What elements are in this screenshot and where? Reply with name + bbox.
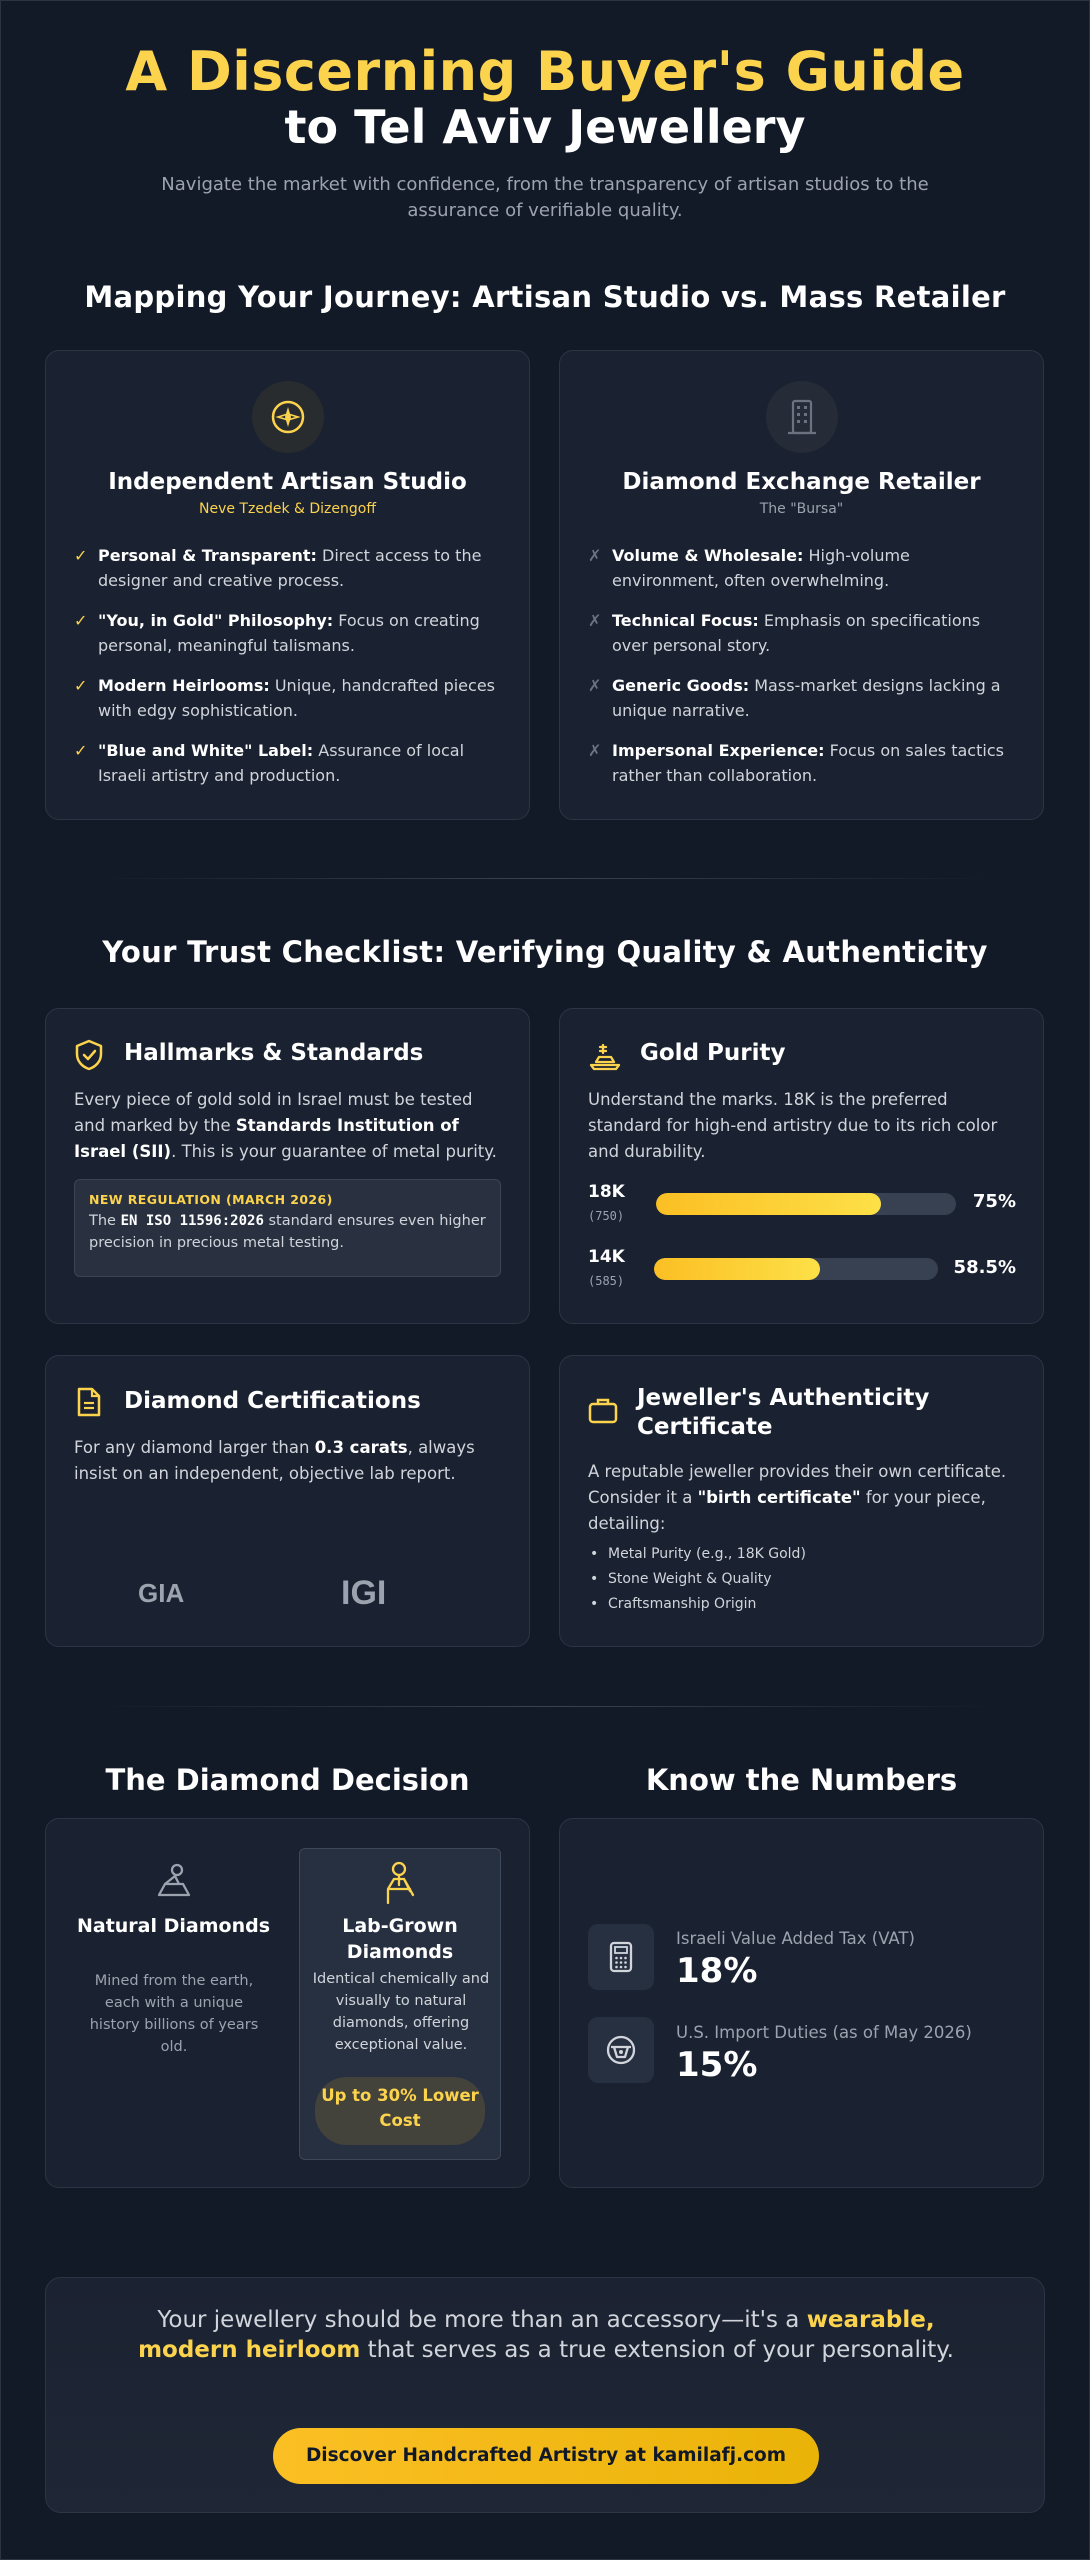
briefcase-icon	[588, 1396, 618, 1428]
cert-details-list	[588, 1542, 1015, 1617]
cta-card	[45, 2277, 1045, 2513]
gold-purity-title: Gold Purity	[640, 1040, 786, 1066]
check-icon: ✓	[74, 741, 88, 760]
trust-section-title: Your Trust Checklist: Verifying Quality & Authenticity	[102, 935, 988, 969]
notice-text: The EN ISO 11596:2026 standard ensures even higher precision in precious metal testing.	[89, 1213, 486, 1251]
cross-icon: ✗	[588, 546, 602, 565]
page-title: A Discerning Buyer's Guide	[125, 40, 965, 103]
hallmarks-text: Every piece of gold sold in Israel must be tested and marked by the Standards Institution of Israel (SII). This is your guarantee of metal purity.	[74, 1090, 497, 1161]
list-item: ✓ "You, in Gold" Philosophy: Focus on creating personal, meaningful talismans.	[74, 608, 501, 658]
document-icon	[76, 1386, 102, 1422]
section-divider	[95, 878, 995, 879]
list-item: • Stone Weight & Quality	[588, 1567, 1015, 1592]
list-item: ✓ Personal & Transparent: Direct access to the designer and creative process.	[74, 543, 501, 593]
gia-logo: GIA	[138, 1578, 185, 1608]
page-title-line2: to Tel Aviv Jewellery	[284, 100, 806, 154]
artisan-benefits-list	[74, 543, 501, 803]
list-item: ✗ Volume & Wholesale: High-volume environment, often overwhelming.	[588, 543, 1015, 593]
hallmarks-card	[45, 1008, 530, 1324]
list-item: ✓ "Blue and White" Label: Assurance of local Israeli artistry and production.	[74, 738, 501, 788]
section-divider	[95, 1706, 995, 1707]
karat-code: (585)	[588, 1274, 625, 1288]
artisan-card-title: Independent Artisan Studio	[108, 469, 467, 495]
import-duty-value: 15%	[676, 2045, 758, 2085]
check-icon: ✓	[74, 676, 88, 695]
diamond-decision-card	[45, 1818, 530, 2188]
notice-title: NEW REGULATION (MARCH 2026)	[89, 1192, 333, 1207]
list-item: ✗ Technical Focus: Emphasis on specifications over personal story.	[588, 608, 1015, 658]
shield-check-icon	[74, 1039, 104, 1075]
lab-grown-title: Lab-Grown Diamonds	[342, 1915, 458, 1963]
numbers-card	[559, 1818, 1044, 2188]
journey-section-title: Mapping Your Journey: Artisan Studio vs. Mass Retailer	[84, 280, 1006, 314]
list-item: ✓ Modern Heirlooms: Unique, handcrafted pieces with edgy sophistication.	[74, 673, 501, 723]
authenticity-cert-card	[559, 1355, 1044, 1647]
purity-fill	[654, 1258, 820, 1280]
retailer-card	[559, 350, 1044, 820]
karat-label: 14K	[588, 1247, 625, 1267]
cross-icon: ✗	[588, 676, 602, 695]
retailer-card-subtitle: The "Bursa"	[759, 501, 844, 517]
vat-label: Israeli Value Added Tax (VAT)	[676, 1929, 915, 1948]
vat-value: 18%	[676, 1951, 758, 1991]
igi-logo: IGI	[341, 1574, 387, 1612]
diamond-cert-card	[45, 1355, 530, 1647]
cta-text: Your jewellery should be more than an accessory—it's a wearable, modern heirloom that serves as a true extension of your personality.	[138, 2307, 954, 2363]
natural-diamond-panel	[66, 1849, 281, 2159]
import-duty-label: U.S. Import Duties (as of May 2026)	[676, 2023, 972, 2042]
check-icon: ✓	[74, 611, 88, 630]
purity-percent: 58.5%	[953, 1257, 1016, 1278]
list-item: ✗ Generic Goods: Mass-market designs lacking a unique narrative.	[588, 673, 1015, 723]
discover-artistry-button[interactable]: Discover Handcrafted Artistry at kamilafj.com	[273, 2428, 819, 2484]
purity-bar-14k	[654, 1258, 938, 1280]
natural-diamond-title: Natural Diamonds	[76, 1915, 271, 1937]
customs-icon	[588, 2017, 654, 2083]
authenticity-cert-title: Jeweller's Authenticity Certificate	[637, 1385, 930, 1440]
lab-grown-text: Identical chemically and visually to natural diamonds, offering exceptional value.	[312, 1971, 490, 2053]
numbers-section-title: Know the Numbers	[645, 1763, 958, 1797]
compass-icon	[252, 381, 324, 453]
regulation-notice	[74, 1179, 501, 1277]
scientist-icon	[380, 1861, 418, 1909]
authenticity-cert-text: A reputable jeweller provides their own certificate. Consider it a "birth certificate" for your piece, detailing:	[588, 1462, 1007, 1533]
artisan-card-subtitle: Neve Tzedek & Dizengoff	[199, 501, 376, 517]
gold-bars-icon	[588, 1041, 622, 1075]
lab-grown-panel	[299, 1848, 501, 2160]
list-item: • Metal Purity (e.g., 18K Gold)	[588, 1542, 1015, 1567]
hallmarks-title: Hallmarks & Standards	[124, 1040, 424, 1066]
cross-icon: ✗	[588, 611, 602, 630]
karat-code: (750)	[588, 1209, 625, 1223]
gold-purity-text: Understand the marks. 18K is the preferred standard for high-end artistry due to its rich color and durability.	[588, 1090, 998, 1161]
cross-icon: ✗	[588, 741, 602, 760]
purity-bar-18k	[656, 1193, 956, 1215]
decision-section-title: The Diamond Decision	[105, 1763, 470, 1797]
page-subtitle: Navigate the market with confidence, from the transparency of artisan studios to the assurance of verifiable quality.	[161, 174, 929, 221]
gold-purity-card	[559, 1008, 1044, 1324]
purity-percent: 75%	[972, 1191, 1016, 1212]
cost-badge: Up to 30% Lower Cost	[315, 2077, 485, 2145]
retailer-card-title: Diamond Exchange Retailer	[622, 469, 981, 495]
diamond-cert-text: For any diamond larger than 0.3 carats, always insist on an independent, objective lab report.	[74, 1438, 475, 1483]
natural-diamond-text: Mined from the earth, each with a unique history billions of years old.	[89, 1973, 259, 2055]
purity-fill	[656, 1193, 881, 1215]
list-item: ✗ Impersonal Experience: Focus on sales tactics rather than collaboration.	[588, 738, 1015, 788]
mining-icon	[155, 1862, 193, 1902]
karat-label: 18K	[588, 1182, 625, 1202]
diamond-cert-title: Diamond Certifications	[124, 1388, 421, 1414]
calculator-icon	[588, 1924, 654, 1990]
list-item: • Craftsmanship Origin	[588, 1592, 1015, 1617]
artisan-studio-card	[45, 350, 530, 820]
check-icon: ✓	[74, 546, 88, 565]
building-icon	[766, 381, 838, 453]
retailer-drawbacks-list	[588, 543, 1015, 803]
